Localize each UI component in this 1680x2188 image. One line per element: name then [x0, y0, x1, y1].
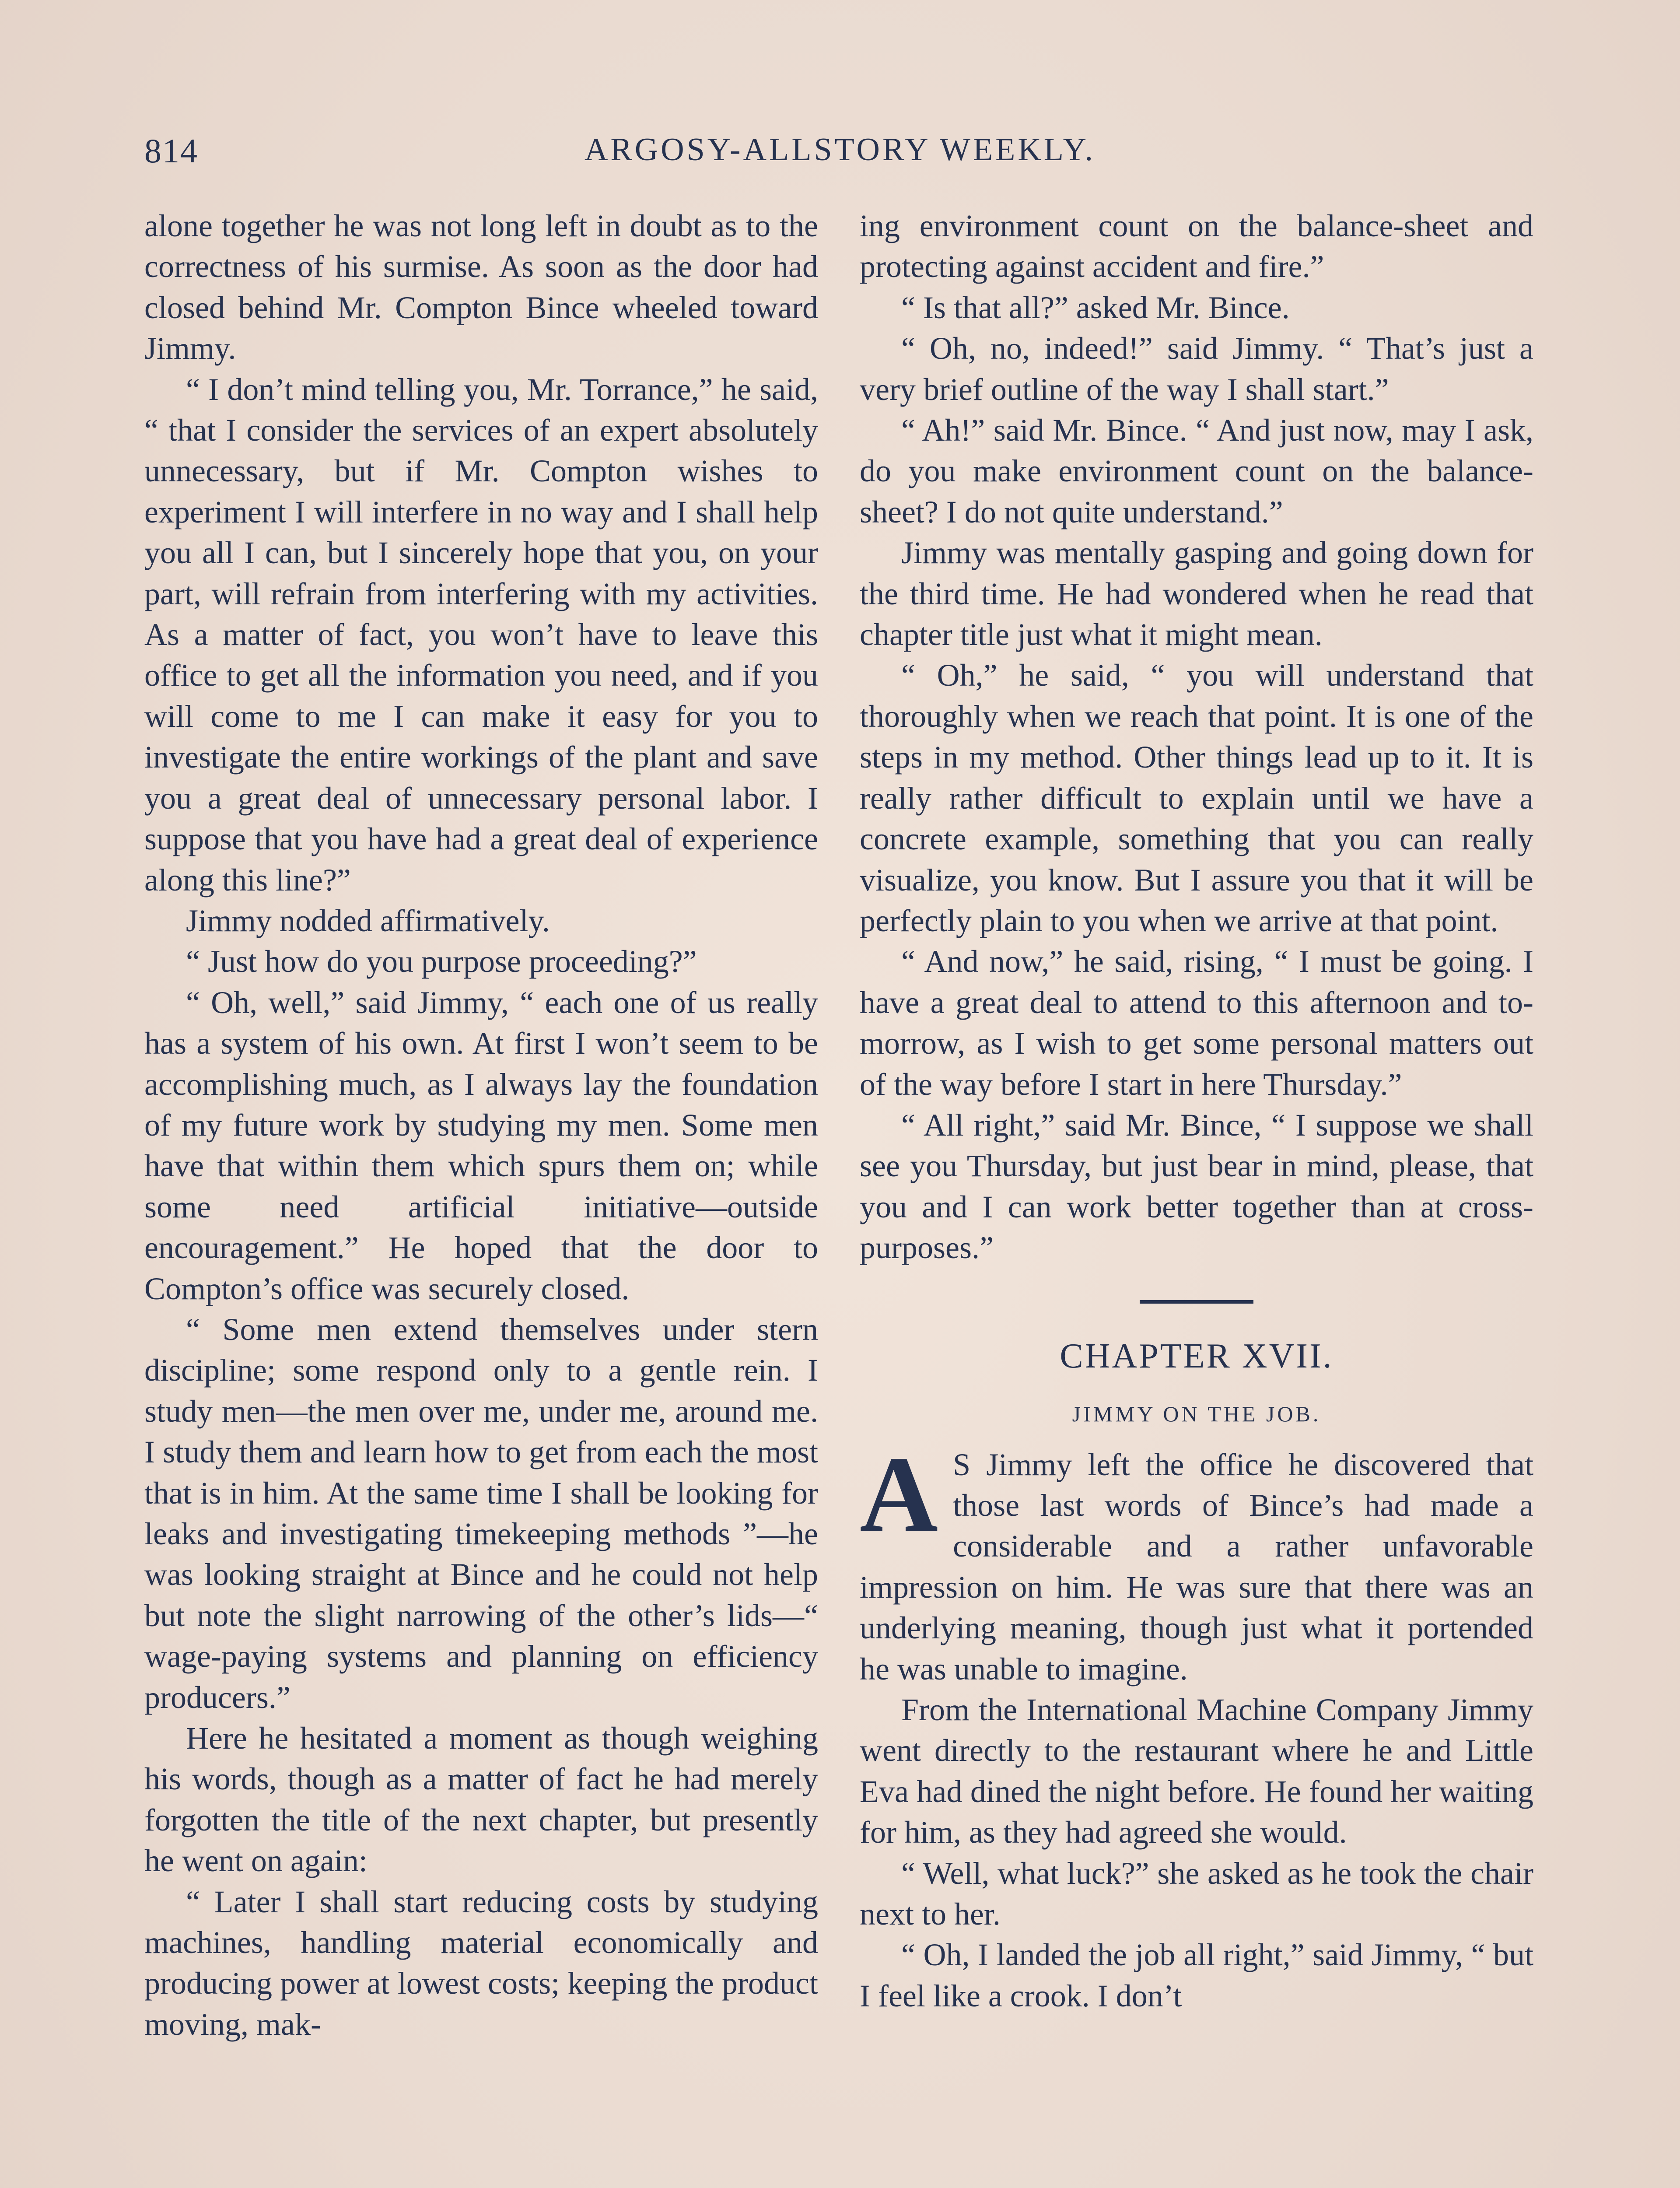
drop-cap: A	[860, 1434, 938, 1554]
paragraph: “ Well, what luck?” she asked as he took the chair next to her.	[860, 1855, 1533, 1932]
left-column	[144, 206, 818, 2045]
paragraph: “ Some men extend themselves under stern discipline; some respond only to a gentle rein. I study men—the men over me, under me, around me. I study them and learn how to get from each the most that is in him. At the same time I shall be looking for leaks and investigating timekeeping methods ”—he was looking straight at Bince and he could not help but note the slight narrowing of the other’s lids—“ wage-paying systems and planning on efficiency producers.”	[144, 1311, 818, 1715]
chapter-heading: CHAPTER XVII.	[1060, 1336, 1334, 1375]
paragraph: “ Oh,” he said, “ you will understand that thoroughly when we reach that point. It is one of the steps in my method. Other things lead up to it. It is really rather difficult to explain until we have a concrete example, something that you can really visualize, you know. But I assure you that it will be perfectly plain to you when we arrive at that point.	[860, 658, 1533, 938]
section-divider	[1140, 1300, 1253, 1304]
running-title: ARGOSY-ALLSTORY WEEKLY.	[584, 132, 1096, 168]
paragraph: Here he hesitated a moment as though weighing his words, though as a matter of fact he had merely forgotten the title of the next chapter, but presently he went on again:	[144, 1721, 818, 1879]
paragraph: Jimmy was mentally gasping and going down for the third time. He had wondered when he read that chapter title just what it might mean.	[860, 535, 1533, 652]
paragraph: “ Is that all?” asked Mr. Bince.	[901, 290, 1290, 325]
paragraph: “ Oh, no, indeed!” said Jimmy. “ That’s just a very brief outline of the way I shall start.”	[860, 331, 1533, 407]
paragraph: “ I don’t mind telling you, Mr. Torrance,” he said, “ that I consider the services of an expert absolutely unnecessary, but if Mr. Compton wishes to experiment I will interfere in no way and I shall help you all I can, but I sincerely hope that you, on your part, will refrain from interfering with my activities. As a matter of fact, you won’t have to leave this office to get all the information you need, and if you will come to me I can make it easy for you to investigate the entire workings of the plant and save you a great deal of unnecessary personal labor. I suppose that you have had a great deal of experience along this line?”	[144, 372, 818, 898]
paragraph: “ Just how do you purpose proceeding?”	[186, 944, 697, 979]
opening-text: S Jimmy left the office he discovered that those last words of Bince’s had made a considerable and a rather unfavorable impression on him. He was sure that there was an underlying meaning, though just what it portended he was unable to imagine.	[860, 1447, 1533, 1687]
paragraph: Jimmy nodded affirmatively.	[186, 903, 550, 938]
paragraph: “ Later I shall start reducing costs by studying machines, handling material economically and producing power at lowest costs; keeping the product moving, mak-	[144, 1884, 818, 2042]
paragraph: “ Oh, well,” said Jimmy, “ each one of us really has a system of his own. At first I won’t seem to be accomplishing much, as I always lay the foundation of my future work by studying my men. Some men have that within them which spurs them on; while some need artificial initiative—outside encouragement.” He hoped that the door to Compton’s office was securely closed.	[144, 985, 818, 1306]
paragraph: “ And now,” he said, rising, “ I must be going. I have a great deal to attend to this afternoon and to-morrow, as I wish to get some personal matters out of the way before I start in here Thursday.”	[860, 944, 1533, 1102]
page-header	[144, 131, 1536, 184]
paragraph: ing environment count on the balance-sheet and protecting against accident and fire.”	[860, 208, 1533, 284]
paragraph: From the International Machine Company Jimmy went directly to the restaurant where he and Little Eva had dined the night before. He found her waiting for him, as they had agreed she would.	[860, 1692, 1533, 1850]
paragraph: “ All right,” said Mr. Bince, “ I suppose we shall see you Thursday, but just bear in mind, please, that you and I can work better together than at cross-purposes.”	[860, 1107, 1533, 1266]
page-number: 814	[144, 132, 198, 170]
chapter-opening-paragraph	[860, 1434, 1533, 1690]
paragraph: alone together he was not long left in doubt as to the correctness of his surmise. As soon as the door had closed behind Mr. Compton Bince wheeled toward Jimmy.	[144, 208, 818, 366]
paragraph: “ Ah!” said Mr. Bince. “ And just now, may I ask, do you make environment count on the balance-sheet? I do not quite understand.”	[860, 413, 1533, 529]
chapter-subtitle: JIMMY ON THE JOB.	[1072, 1401, 1321, 1426]
right-column	[860, 206, 1533, 2016]
paragraph: “ Oh, I landed the job all right,” said Jimmy, “ but I feel like a crook. I don’t	[860, 1937, 1533, 2013]
